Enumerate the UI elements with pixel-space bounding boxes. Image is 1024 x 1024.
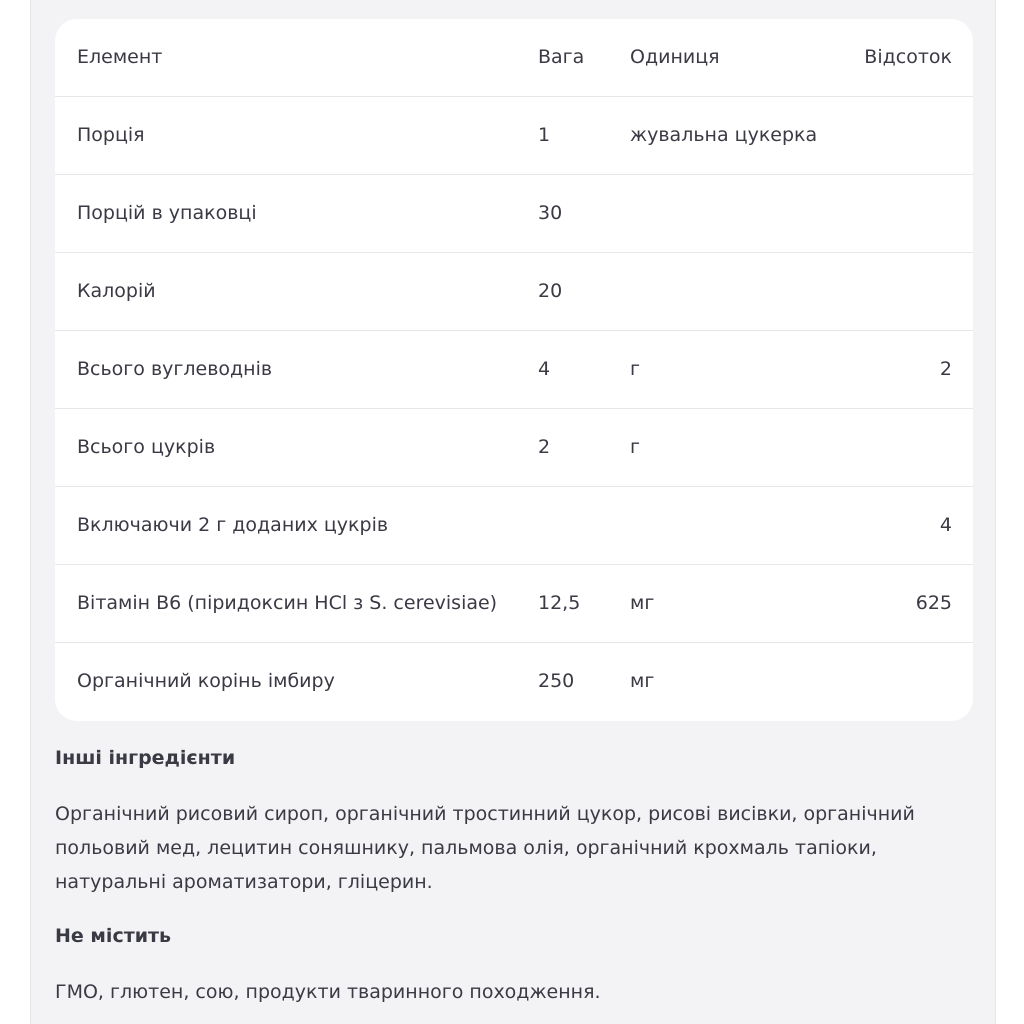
row-percent: 625	[915, 592, 952, 614]
table-row	[55, 253, 973, 331]
row-element-name: Калорій	[77, 280, 156, 302]
row-weight: 2	[538, 436, 551, 458]
table-header-row	[55, 19, 973, 97]
nutrition-table	[55, 19, 973, 721]
table-row	[55, 643, 973, 720]
row-element-name: Включаючи 2 г доданих цукрів	[77, 514, 389, 536]
does-not-contain-text: ГМО, глютен, сою, продукти тваринного походження.	[55, 981, 601, 1003]
row-weight: 30	[538, 202, 563, 224]
row-weight: 20	[538, 280, 563, 302]
row-weight: 4	[538, 358, 551, 380]
column-header-weight: Вага	[538, 46, 585, 68]
row-element-name: Порцій в упаковці	[77, 202, 257, 224]
row-percent: 4	[939, 514, 952, 536]
row-element-name: Порція	[77, 124, 145, 146]
row-unit: мг	[630, 670, 655, 692]
does-not-contain-heading: Не містить	[55, 925, 172, 947]
row-element-name: Всього цукрів	[77, 436, 216, 458]
row-weight: 12,5	[538, 592, 581, 614]
column-header-element: Елемент	[77, 46, 163, 68]
row-element-name: Вітамін B6 (піридоксин HCl з S. cerevisiae)	[77, 592, 498, 614]
row-unit: жувальна цукерка	[630, 124, 818, 146]
row-unit: мг	[630, 592, 655, 614]
other-ingredients-heading: Інші інгредієнти	[55, 747, 236, 769]
table-row	[55, 97, 973, 175]
row-weight: 250	[538, 670, 575, 692]
row-weight: 1	[538, 124, 551, 146]
other-ingredients-text: Органічний рисовий сироп, органічний тростинний цукор, рисові висівки, органічний польовий мед, лецитин соняшнику, пальмова олія, органічний крохмаль тапіоки, натуральні ароматизатори, гліцерин.	[55, 803, 915, 893]
product-details-panel	[30, 0, 996, 1024]
row-element-name: Всього вуглеводнів	[77, 358, 273, 380]
table-row	[55, 331, 973, 409]
row-element-name: Органічний корінь імбиру	[77, 670, 335, 692]
table-row	[55, 487, 973, 565]
row-unit: г	[630, 358, 640, 380]
table-row	[55, 175, 973, 253]
row-percent: 2	[939, 358, 952, 380]
column-header-unit: Одиниця	[630, 46, 720, 68]
table-row	[55, 565, 973, 643]
row-unit: г	[630, 436, 640, 458]
table-row	[55, 409, 973, 487]
column-header-percent: Відсоток	[864, 46, 952, 68]
